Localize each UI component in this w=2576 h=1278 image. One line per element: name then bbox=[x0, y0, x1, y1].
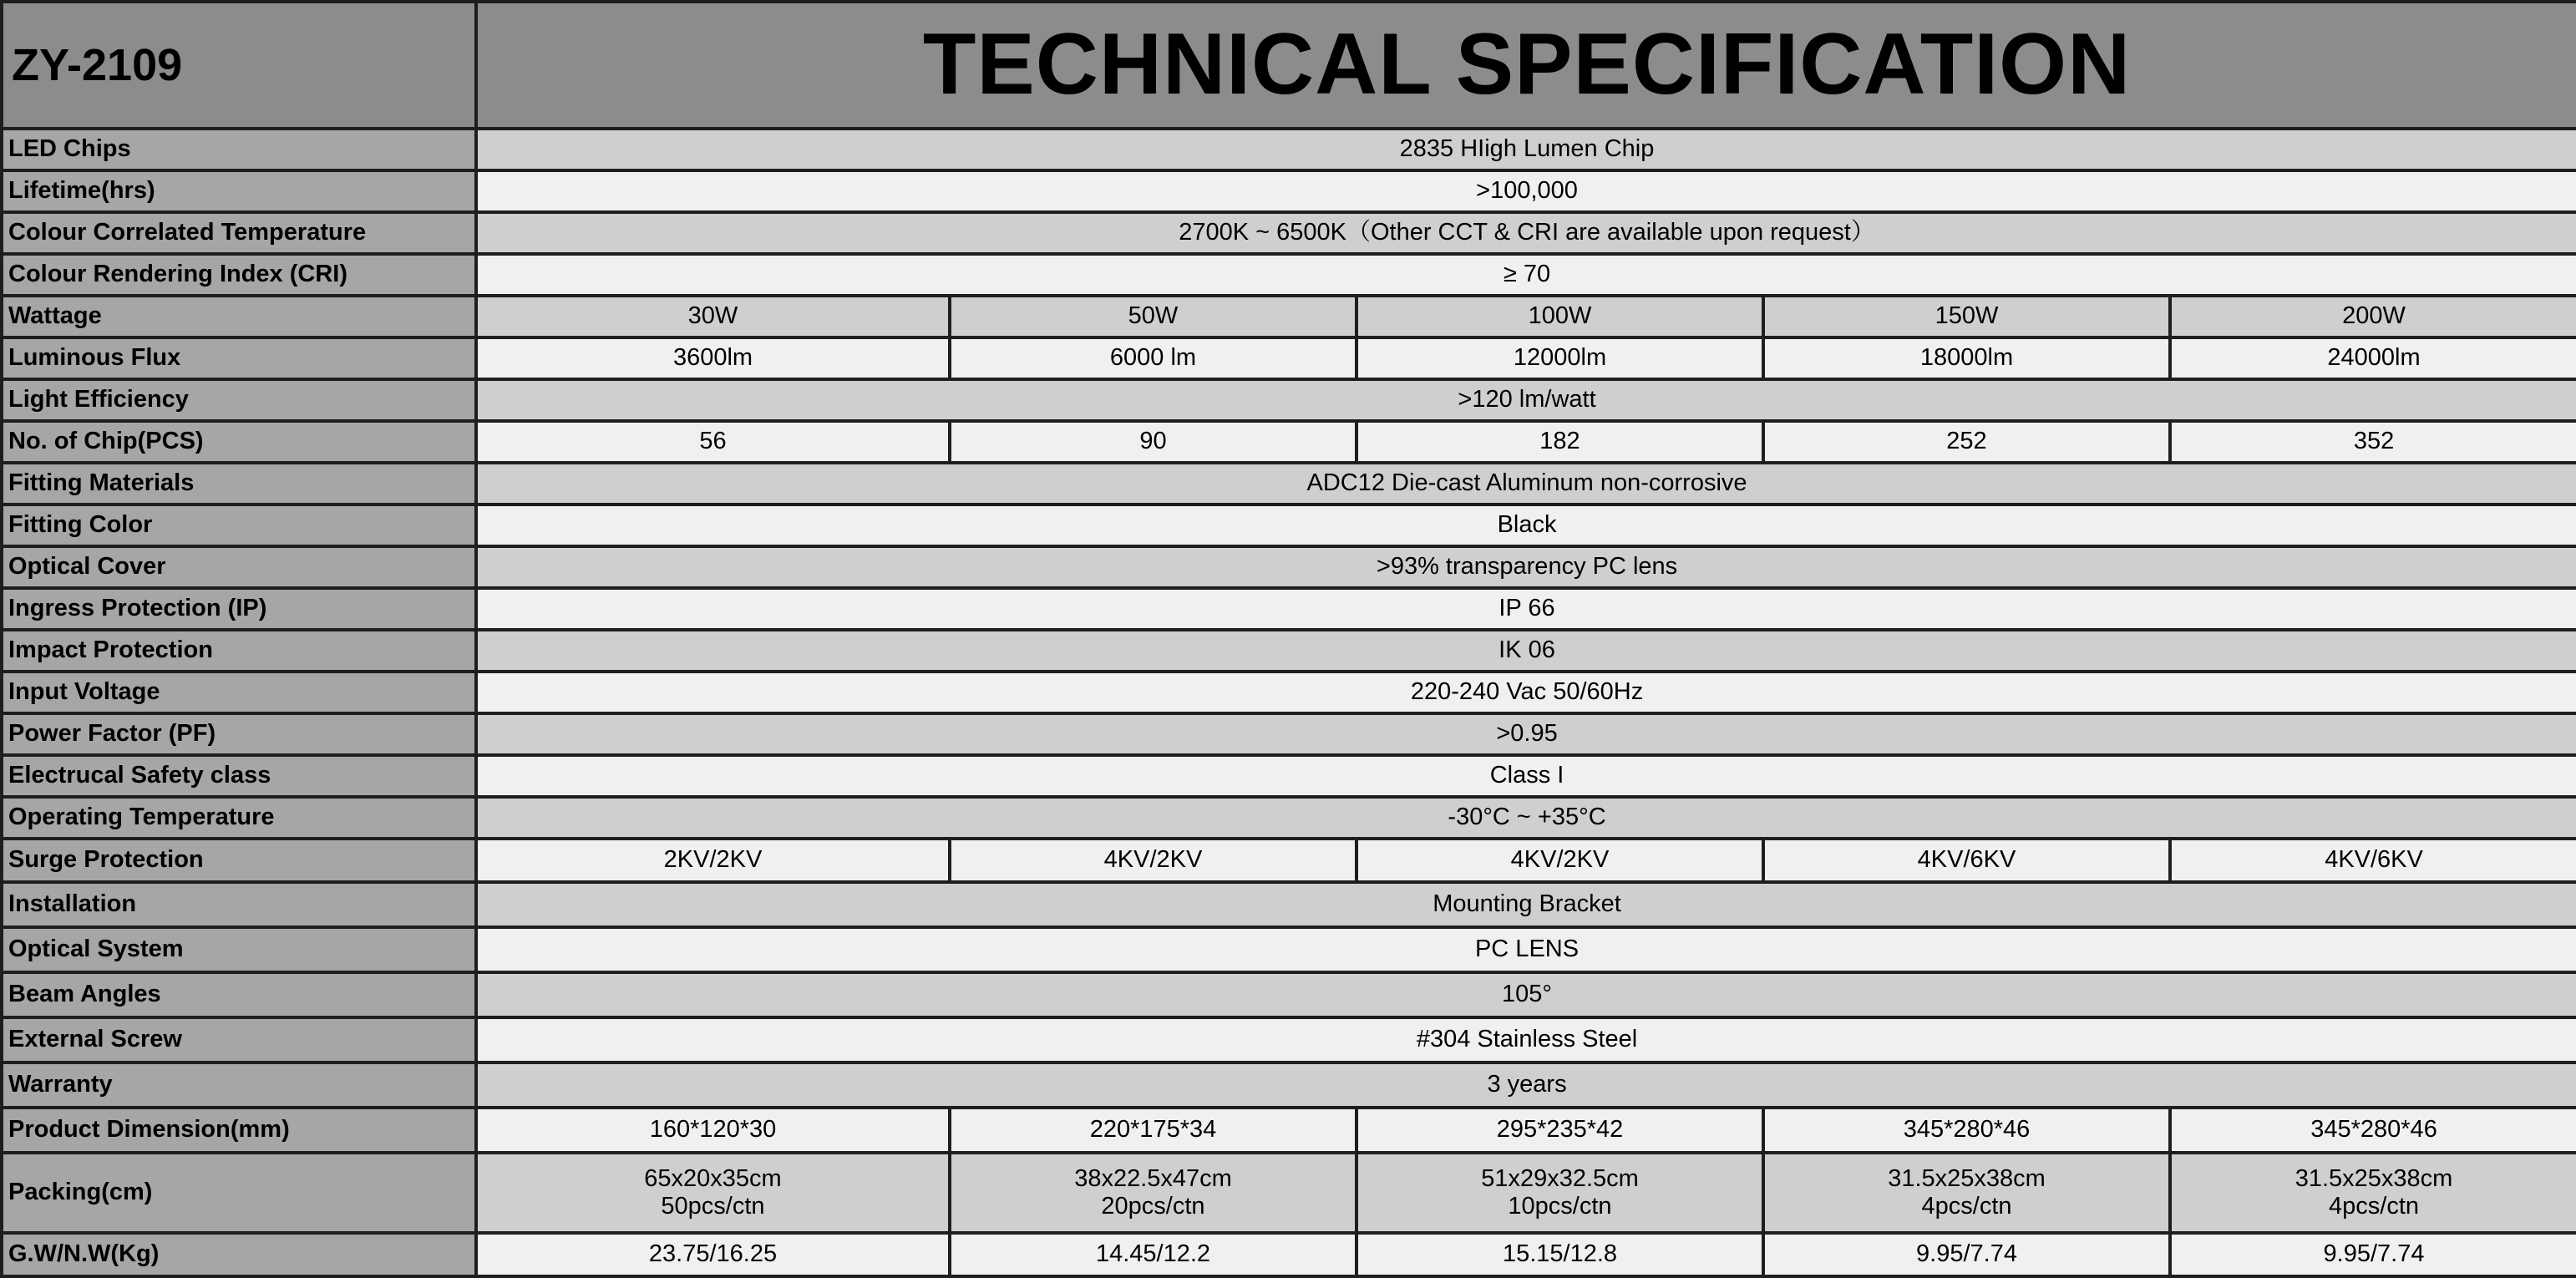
spec-value-line: 4pcs/ctn bbox=[2329, 1193, 2420, 1220]
spec-row bbox=[2, 1062, 2576, 1108]
spec-value-line: 4pcs/ctn bbox=[1921, 1193, 2012, 1220]
spec-value-line: 65x20x35cm bbox=[644, 1164, 782, 1192]
spec-value-cell: 295*235*42 bbox=[1356, 1108, 1763, 1153]
spec-value: IP 66 bbox=[476, 588, 2576, 630]
spec-value: ADC12 Die-cast Aluminum non-corrosive bbox=[476, 463, 2576, 505]
spec-value-line: 38x22.5x47cm bbox=[1074, 1164, 1232, 1192]
spec-row bbox=[2, 337, 2576, 379]
spec-row bbox=[2, 463, 2576, 505]
spec-value-cell: 182 bbox=[1356, 421, 1763, 463]
spec-value: 3 years bbox=[476, 1062, 2576, 1108]
spec-label: External Screw bbox=[2, 1017, 476, 1062]
spec-value-cell: 220*175*34 bbox=[950, 1108, 1356, 1153]
spec-row bbox=[2, 129, 2576, 170]
spec-value: >0.95 bbox=[476, 713, 2576, 755]
spec-value: 2835 HIigh Lumen Chip bbox=[476, 129, 2576, 170]
spec-value: >93% transparency PC lens bbox=[476, 546, 2576, 588]
spec-row bbox=[2, 505, 2576, 546]
spec-row bbox=[2, 797, 2576, 839]
spec-value-line: 20pcs/ctn bbox=[1101, 1193, 1205, 1220]
spec-value-cell: 15.15/12.8 bbox=[1356, 1233, 1763, 1276]
spec-label: Power Factor (PF) bbox=[2, 713, 476, 755]
spec-label: Fitting Materials bbox=[2, 463, 476, 505]
spec-label: Optical System bbox=[2, 927, 476, 972]
header-row bbox=[2, 2, 2576, 129]
spec-row bbox=[2, 713, 2576, 755]
spec-value-cell: 9.95/7.74 bbox=[2170, 1233, 2576, 1276]
spec-value-cell: 18000lm bbox=[1763, 337, 2170, 379]
spec-label: Ingress Protection (IP) bbox=[2, 588, 476, 630]
spec-value-cell: 3600lm bbox=[476, 337, 950, 379]
spec-value-cell bbox=[476, 1153, 950, 1233]
spec-value-cell: 50W bbox=[950, 296, 1356, 337]
spec-value-cell: 56 bbox=[476, 421, 950, 463]
spec-label: Installation bbox=[2, 882, 476, 927]
spec-value-line: 50pcs/ctn bbox=[661, 1193, 765, 1220]
spec-label: G.W/N.W(Kg) bbox=[2, 1233, 476, 1276]
spec-label: LED Chips bbox=[2, 129, 476, 170]
spec-label: Wattage bbox=[2, 296, 476, 337]
spec-row bbox=[2, 1108, 2576, 1153]
spec-label: Surge Protection bbox=[2, 839, 476, 882]
spec-value-cell bbox=[950, 1153, 1356, 1233]
spec-value-cell: 4KV/2KV bbox=[1356, 839, 1763, 882]
spec-value-cell: 352 bbox=[2170, 421, 2576, 463]
spec-label: Fitting Color bbox=[2, 505, 476, 546]
spec-label: Optical Cover bbox=[2, 546, 476, 588]
spec-label: Warranty bbox=[2, 1062, 476, 1108]
spec-row bbox=[2, 927, 2576, 972]
spec-value-cell: 2KV/2KV bbox=[476, 839, 950, 882]
spec-row bbox=[2, 630, 2576, 672]
spec-value-cell: 345*280*46 bbox=[1763, 1108, 2170, 1153]
spec-value-cell: 24000lm bbox=[2170, 337, 2576, 379]
spec-value-line: 10pcs/ctn bbox=[1508, 1193, 1612, 1220]
spec-row bbox=[2, 296, 2576, 337]
spec-label: Luminous Flux bbox=[2, 337, 476, 379]
page-title: TECHNICAL SPECIFICATION bbox=[476, 2, 2576, 129]
spec-value: Mounting Bracket bbox=[476, 882, 2576, 927]
spec-value-cell: 9.95/7.74 bbox=[1763, 1233, 2170, 1276]
spec-value-line: 31.5x25x38cm bbox=[1888, 1164, 2046, 1192]
spec-value-cell: 4KV/6KV bbox=[2170, 839, 2576, 882]
spec-value-cell: 345*280*46 bbox=[2170, 1108, 2576, 1153]
spec-row bbox=[2, 972, 2576, 1017]
model-number: ZY-2109 bbox=[2, 2, 476, 129]
spec-value: ≥ 70 bbox=[476, 254, 2576, 296]
spec-label: Light Efficiency bbox=[2, 379, 476, 421]
spec-label: Beam Angles bbox=[2, 972, 476, 1017]
spec-value-cell: 6000 lm bbox=[950, 337, 1356, 379]
spec-value-cell bbox=[1763, 1153, 2170, 1233]
spec-label: Colour Correlated Temperature bbox=[2, 212, 476, 254]
spec-label: No. of Chip(PCS) bbox=[2, 421, 476, 463]
spec-row bbox=[2, 212, 2576, 254]
spec-row bbox=[2, 1233, 2576, 1276]
spec-row bbox=[2, 421, 2576, 463]
spec-row bbox=[2, 755, 2576, 797]
spec-value: >100,000 bbox=[476, 170, 2576, 212]
spec-label: Lifetime(hrs) bbox=[2, 170, 476, 212]
spec-row bbox=[2, 1153, 2576, 1233]
spec-value-cell: 100W bbox=[1356, 296, 1763, 337]
spec-value: PC LENS bbox=[476, 927, 2576, 972]
spec-label: Colour Rendering Index (CRI) bbox=[2, 254, 476, 296]
spec-value-cell bbox=[1356, 1153, 1763, 1233]
spec-label: Impact Protection bbox=[2, 630, 476, 672]
spec-value-cell: 150W bbox=[1763, 296, 2170, 337]
spec-value-cell: 200W bbox=[2170, 296, 2576, 337]
spec-value-line: 31.5x25x38cm bbox=[2295, 1164, 2453, 1192]
spec-value-cell: 14.45/12.2 bbox=[950, 1233, 1356, 1276]
spec-label: Product Dimension(mm) bbox=[2, 1108, 476, 1153]
spec-value-cell bbox=[2170, 1153, 2576, 1233]
spec-value-cell: 12000lm bbox=[1356, 337, 1763, 379]
spec-value-cell: 160*120*30 bbox=[476, 1108, 950, 1153]
spec-row bbox=[2, 882, 2576, 927]
spec-value: IK 06 bbox=[476, 630, 2576, 672]
spec-value-cell: 252 bbox=[1763, 421, 2170, 463]
spec-row bbox=[2, 170, 2576, 212]
spec-row bbox=[2, 1017, 2576, 1062]
spec-label: Packing(cm) bbox=[2, 1153, 476, 1233]
spec-value-cell: 90 bbox=[950, 421, 1356, 463]
spec-value: 105° bbox=[476, 972, 2576, 1017]
spec-value: Class I bbox=[476, 755, 2576, 797]
spec-row bbox=[2, 839, 2576, 882]
spec-value: #304 Stainless Steel bbox=[476, 1017, 2576, 1062]
spec-value: -30°C ~ +35°C bbox=[476, 797, 2576, 839]
spec-row bbox=[2, 546, 2576, 588]
spec-value-cell: 30W bbox=[476, 296, 950, 337]
spec-value-line: 51x29x32.5cm bbox=[1481, 1164, 1639, 1192]
spec-row bbox=[2, 672, 2576, 713]
spec-label: Electrucal Safety class bbox=[2, 755, 476, 797]
spec-value-cell: 4KV/2KV bbox=[950, 839, 1356, 882]
spec-value-cell: 23.75/16.25 bbox=[476, 1233, 950, 1276]
spec-row bbox=[2, 379, 2576, 421]
spec-value: Black bbox=[476, 505, 2576, 546]
spec-row bbox=[2, 588, 2576, 630]
spec-label: Operating Temperature bbox=[2, 797, 476, 839]
spec-label: Input Voltage bbox=[2, 672, 476, 713]
spec-value: >120 lm/watt bbox=[476, 379, 2576, 421]
spec-value: 220-240 Vac 50/60Hz bbox=[476, 672, 2576, 713]
spec-row bbox=[2, 254, 2576, 296]
spec-value-cell: 4KV/6KV bbox=[1763, 839, 2170, 882]
spec-value: 2700K ~ 6500K（Other CCT & CRI are available upon request） bbox=[476, 212, 2576, 254]
